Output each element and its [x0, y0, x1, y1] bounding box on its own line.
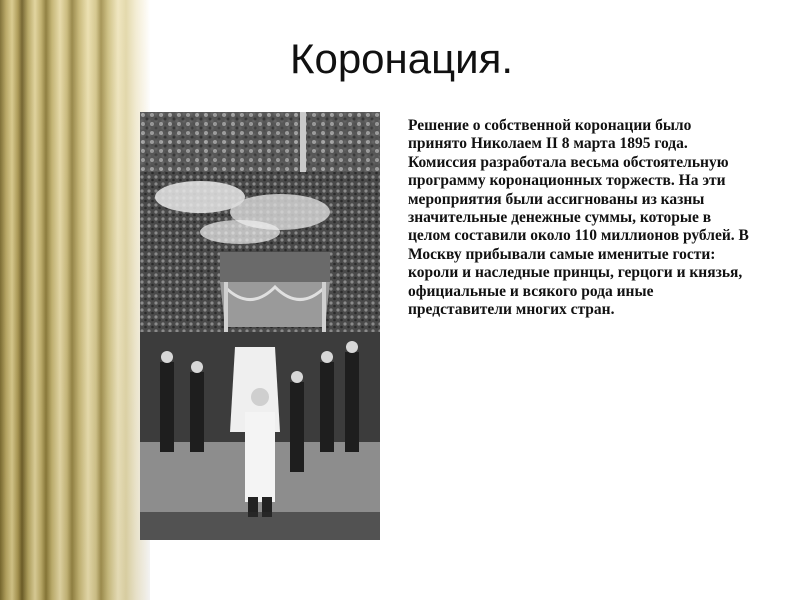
coronation-procession-photo-icon	[140, 112, 380, 540]
slide-body-text: Решение о собственной коронации было принято Николаем II 8 марта 1895 года. Комиссия разработала весьма обстоятельную программу коронационных торжеств. На эти мероприятия были ассигнованы из казны значительные денежные суммы, которые в целом составили около 110 миллионов рублей. В Москву прибывали самые именитые гости: короли и наследные принцы, герцоги и князья, официальные и всякого рода иные представители многих стран.	[408, 117, 749, 319]
gold-curtain-decoration	[0, 0, 150, 600]
slide-title: Коронация.	[290, 35, 514, 82]
coronation-photo	[140, 112, 380, 540]
